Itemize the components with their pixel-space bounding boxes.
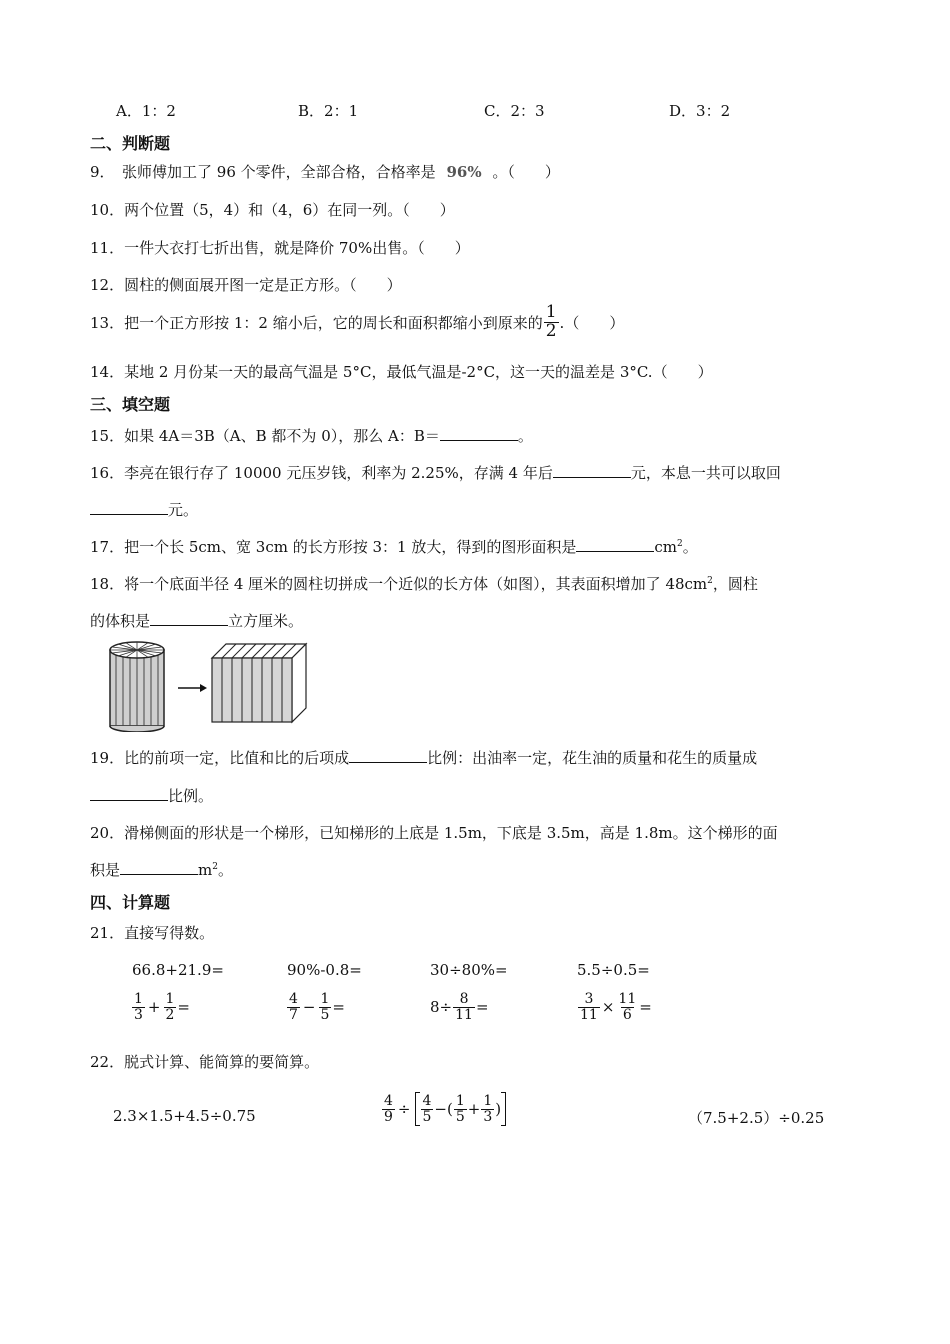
- numerator: 1: [455, 1093, 465, 1109]
- q19-blank-1[interactable]: [349, 748, 427, 763]
- numerator: 3: [584, 991, 594, 1007]
- q22-expr-2: [381, 1092, 508, 1126]
- equals-sign: =: [177, 998, 190, 1017]
- q17-blank[interactable]: [576, 537, 654, 552]
- q8-option-a: A．1：2: [116, 102, 176, 120]
- q15-suffix: 。: [517, 427, 533, 445]
- question-19-line2: [90, 785, 213, 806]
- q15-blank[interactable]: [440, 426, 518, 441]
- section-title-fill-blank: 三、填空题: [90, 395, 171, 414]
- question-20-line2: [90, 859, 233, 880]
- denominator: 3: [483, 1108, 493, 1125]
- q21-f3-frac: [453, 992, 475, 1022]
- denominator: 11: [455, 1006, 473, 1023]
- q20-unit: m: [198, 861, 213, 879]
- numerator: 4: [422, 1093, 432, 1109]
- equals-sign: =: [639, 998, 652, 1017]
- plus-sign: +: [467, 1100, 481, 1119]
- cylinder-to-cuboid-figure: [106, 638, 318, 732]
- q22-frac-c: [454, 1094, 467, 1124]
- q19-suffix: 比例。: [168, 787, 214, 805]
- q18-suffix: 立方厘米。: [228, 612, 304, 630]
- q8-option-b: B．2：1: [298, 102, 359, 120]
- operator: ×: [601, 998, 615, 1017]
- cuboid-shape: [212, 644, 306, 722]
- numerator: 4: [384, 1093, 393, 1109]
- numerator: 1: [483, 1093, 493, 1109]
- numerator: 8: [459, 991, 469, 1007]
- question-12: 12．圆柱的侧面展开图一定是正方形。（ ）: [90, 276, 402, 294]
- question-16: [90, 462, 781, 483]
- q21-item-1: 66.8+21.9=: [132, 961, 224, 979]
- q15-text: 15．如果 4A＝3B（A、B 都不为 0），那么 A：B＝: [90, 427, 440, 445]
- numerator: 1: [320, 991, 330, 1007]
- q21-item-5: [131, 992, 190, 1022]
- question-13: [90, 304, 624, 341]
- section-title-calculation: 四、计算题: [90, 893, 171, 912]
- q18-line1-end: ，圆柱: [712, 575, 758, 593]
- question-21-title: 21．直接写得数。: [90, 924, 215, 942]
- close-paren: ): [495, 1100, 502, 1119]
- q22-expr-1: 2.3×1.5+4.5÷0.75: [113, 1107, 256, 1125]
- q18-blank[interactable]: [150, 611, 228, 626]
- q19-text: 19．比的前项一定，比值和比的后项成: [90, 749, 350, 767]
- question-18: [90, 573, 758, 594]
- q16-text: 16．李亮在银行存了 10000 元压岁钱，利率为 2.25%，存满 4 年后: [90, 464, 553, 482]
- q8-option-d: D．3：2: [669, 102, 731, 120]
- denominator: 5: [455, 1108, 465, 1125]
- question-10: 10．两个位置（5，4）和（4，6）在同一列。（ ）: [90, 201, 455, 219]
- question-15: [90, 425, 533, 446]
- question-11: 11．一件大衣打七折出售，就是降价 70%出售。（ ）: [90, 239, 470, 257]
- denominator: 6: [622, 1006, 632, 1023]
- q22-expr-3: （7.5+2.5）÷0.25: [688, 1109, 825, 1127]
- arrow-icon: [178, 684, 207, 692]
- q13-denominator: 2: [545, 320, 557, 341]
- q16-blank-1[interactable]: [553, 463, 631, 478]
- numerator: 1: [134, 991, 143, 1007]
- question-9: [90, 161, 560, 182]
- q16-mid: 元，本息一共可以取回: [630, 464, 781, 482]
- question-22-title: 22．脱式计算、能简算的要简算。: [90, 1053, 320, 1071]
- divide-sign: ÷: [397, 1100, 411, 1119]
- q22-frac-a: [382, 1094, 395, 1124]
- section-title-judgement: 二、判断题: [90, 134, 171, 153]
- q8-option-c: C．2：3: [484, 102, 545, 120]
- q21-f2-frac-a: [287, 992, 300, 1022]
- q21-item-3: 30÷80%=: [430, 961, 508, 979]
- denominator: 2: [165, 1006, 175, 1023]
- q20-sup: 2: [212, 862, 218, 872]
- q21-item-4: 5.5÷0.5=: [577, 961, 650, 979]
- q16-blank-2[interactable]: [90, 500, 168, 515]
- q9-highlight: 96%: [446, 163, 482, 181]
- q17-suffix: 。: [682, 538, 698, 556]
- q13-fraction: [544, 304, 559, 341]
- q21-item-7: [430, 992, 489, 1022]
- q21-f3-prefix: 8÷: [430, 998, 453, 1017]
- q20-blank[interactable]: [120, 860, 198, 875]
- question-20: 20．滑梯侧面的形状是一个梯形，已知梯形的上底是 1.5m，下底是 3.5m，高是 1.8m。这个梯形的面: [90, 824, 778, 842]
- denominator: 7: [289, 1006, 298, 1023]
- q22-frac-b: [421, 1094, 434, 1124]
- q16-suffix: 元。: [168, 501, 199, 519]
- q9-suffix: 。（ ）: [492, 163, 560, 181]
- minus-open-paren: −(: [434, 1100, 453, 1119]
- q13-numerator: 1: [545, 302, 557, 322]
- denominator: 9: [384, 1108, 393, 1125]
- q18-line2-text: 的体积是: [90, 612, 151, 630]
- q21-f1-frac-a: [132, 992, 145, 1022]
- q21-f2-frac-b: [319, 992, 332, 1022]
- q13-suffix: .（ ）: [559, 313, 625, 332]
- q17-text: 17．把一个长 5cm、宽 3cm 的长方形按 3：1 放大，得到的图形面积是: [90, 538, 577, 556]
- q17-sup: 2: [676, 539, 683, 549]
- numerator: 11: [618, 991, 637, 1007]
- q19-mid: 比例：出油率一定，花生油的质量和花生的质量成: [427, 749, 758, 767]
- q21-f4-frac-a: [578, 992, 600, 1022]
- square-bracket: [415, 1092, 507, 1126]
- operator: +: [147, 998, 161, 1017]
- q17-unit: cm: [654, 538, 677, 556]
- q13-text: 13．把一个正方形按 1：2 缩小后，它的周长和面积都缩小到原来的: [90, 313, 543, 332]
- q19-blank-2[interactable]: [90, 786, 168, 801]
- equals-sign: =: [475, 998, 489, 1017]
- q18-text: 18．将一个底面半径 4 厘米的圆柱切拼成一个近似的长方体（如图），其表面积增加了 48cm: [90, 575, 708, 593]
- q22-frac-d: [481, 1094, 494, 1124]
- numerator: 1: [165, 991, 175, 1007]
- question-14: 14．某地 2 月份某一天的最高气温是 5°C，最低气温是-2°C，这一天的温差是 3°C.（ ）: [90, 363, 713, 381]
- denominator: 3: [134, 1006, 143, 1023]
- q21-f4-frac-b: [616, 992, 638, 1022]
- numerator: 4: [289, 991, 298, 1007]
- q18-sup: 2: [707, 576, 713, 586]
- cylinder-shape: [110, 642, 164, 732]
- q9-text: 9． 张师傅加工了 96 个零件，全部合格，合格率是: [90, 163, 436, 181]
- q21-f1-frac-b: [164, 992, 177, 1022]
- equals-sign: =: [332, 998, 345, 1017]
- q21-item-6: [286, 992, 345, 1022]
- question-17: [90, 536, 698, 557]
- denominator: 5: [422, 1108, 432, 1125]
- operator: −: [302, 998, 316, 1017]
- question-18-line2: [90, 610, 303, 631]
- denominator: 5: [320, 1006, 330, 1023]
- q20-text: 积是: [90, 861, 121, 879]
- q21-item-2: 90%-0.8=: [287, 961, 362, 979]
- question-19: [90, 747, 757, 768]
- q21-item-8: [577, 992, 652, 1022]
- q20-suffix: 。: [217, 861, 233, 879]
- question-16-line2: [90, 499, 198, 520]
- denominator: 11: [580, 1006, 598, 1023]
